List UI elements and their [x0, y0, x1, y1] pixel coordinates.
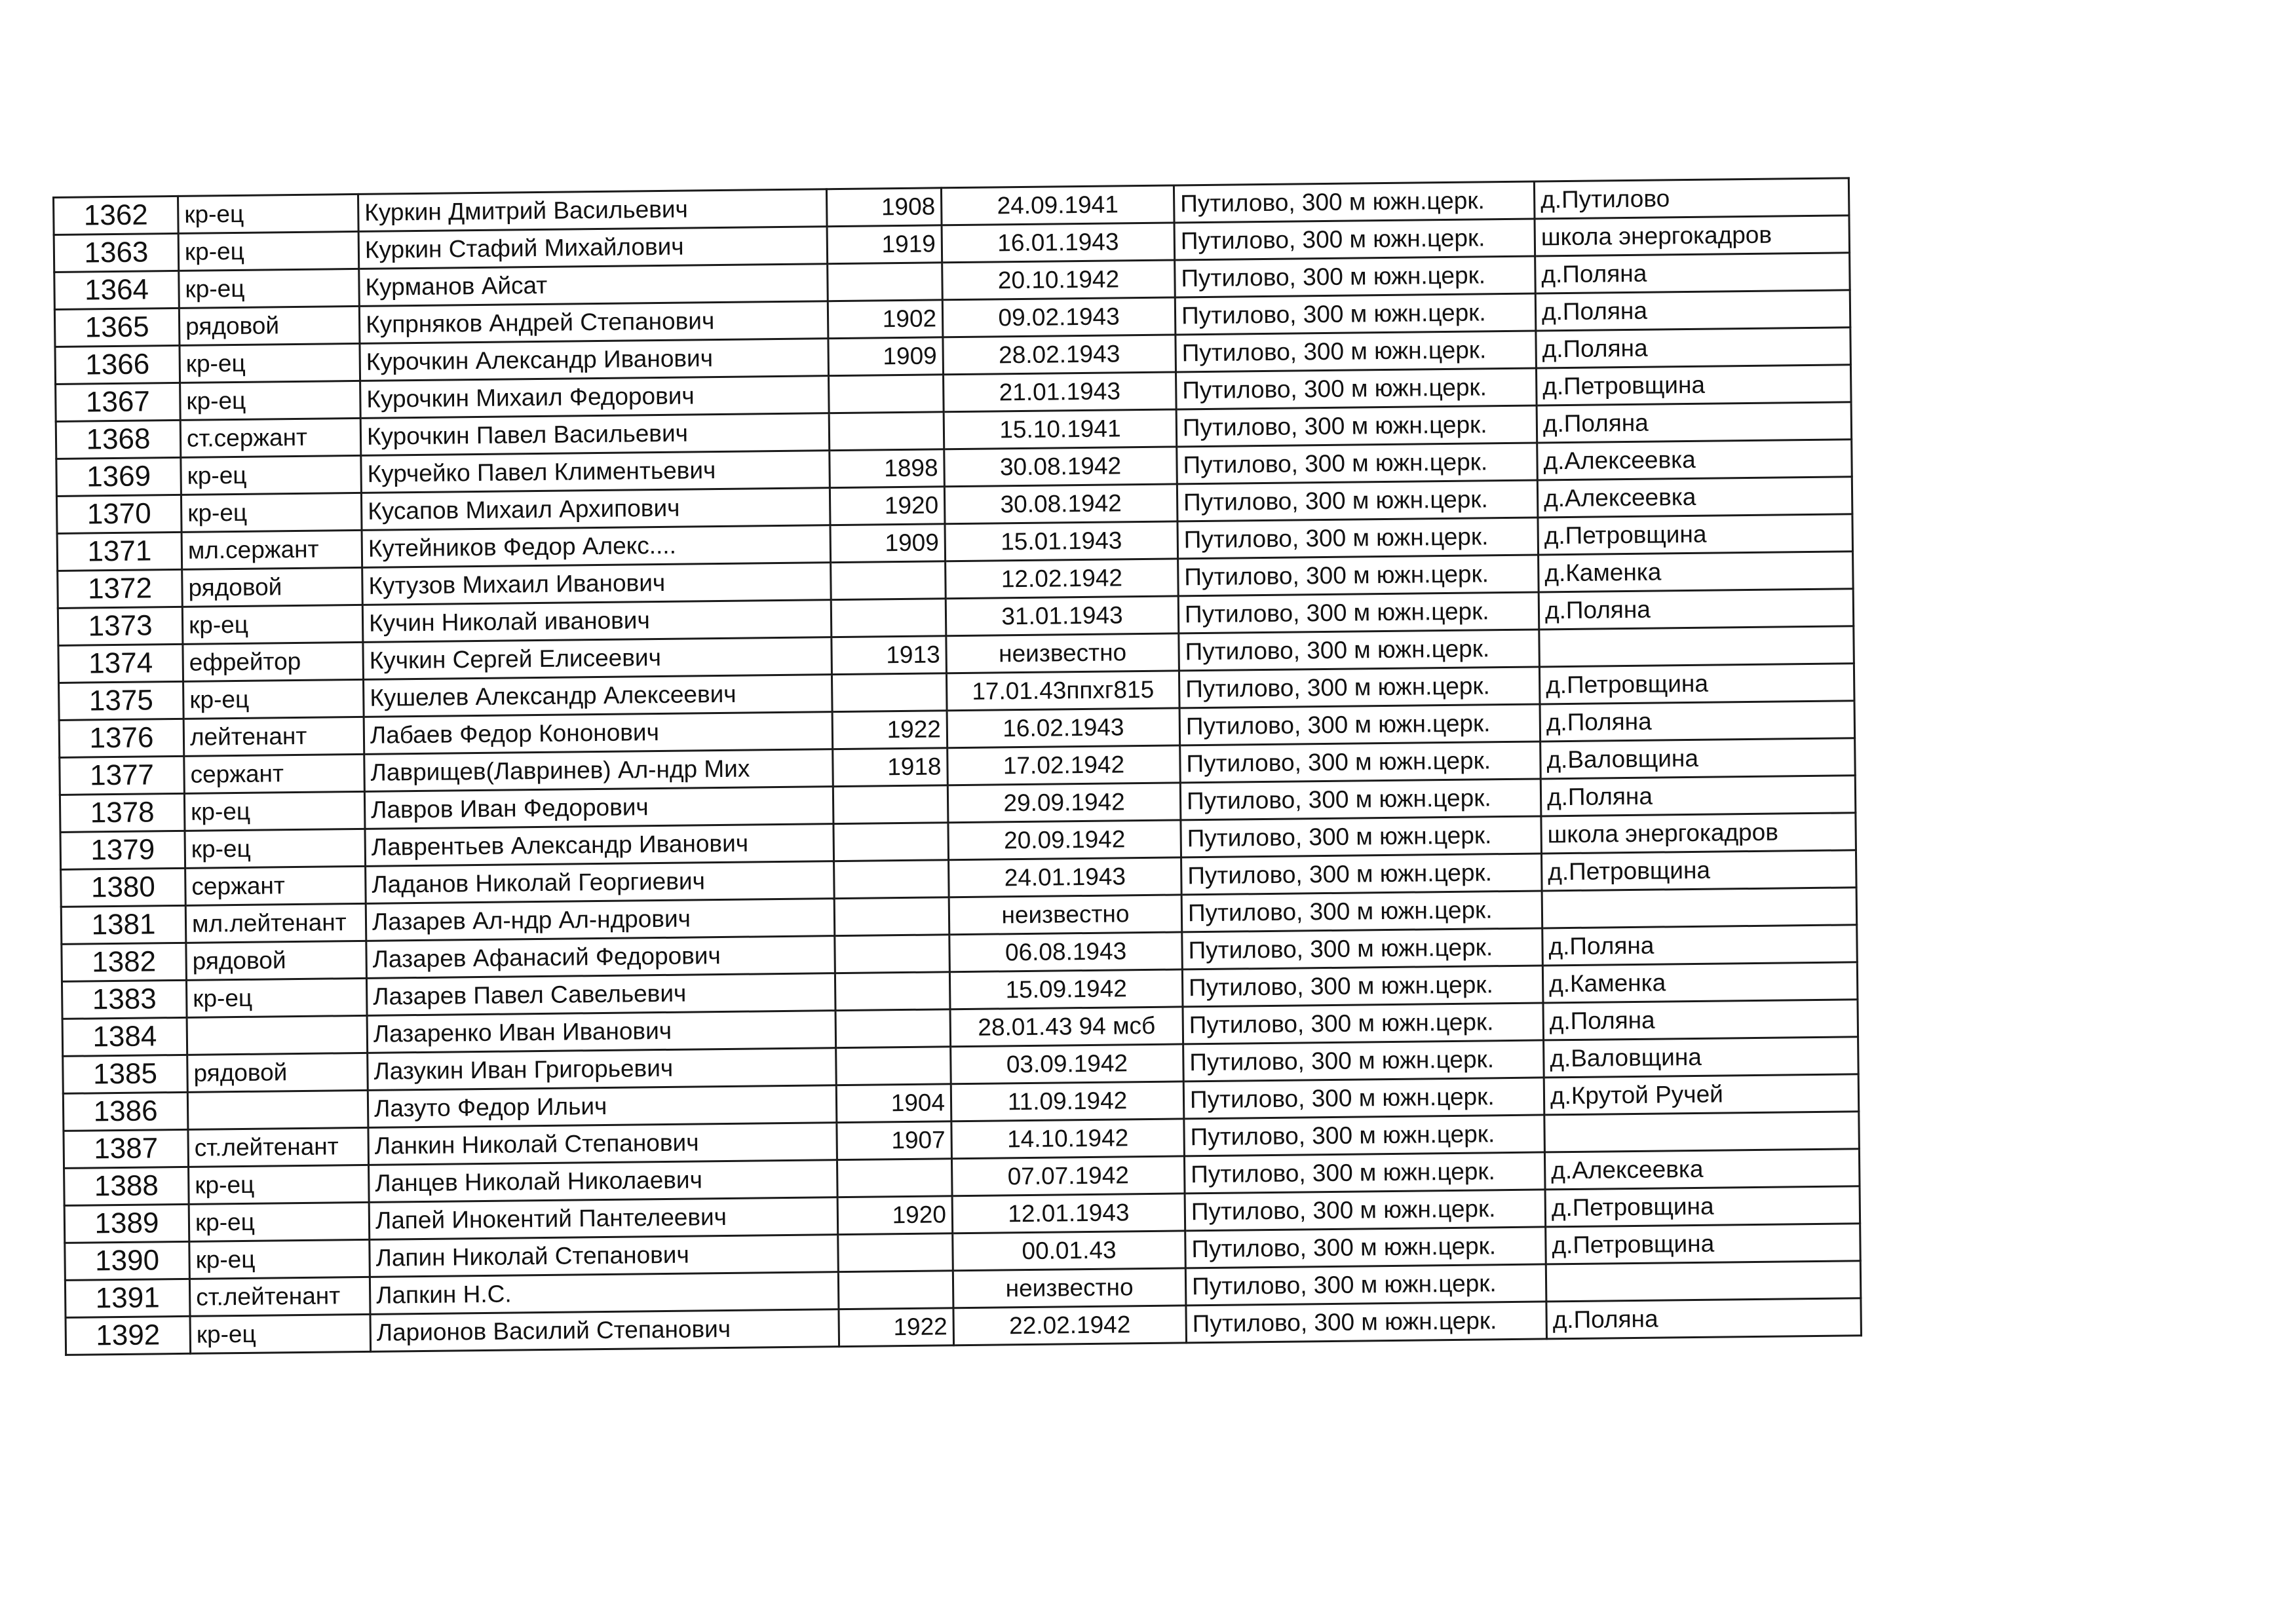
birth-year-cell — [835, 972, 950, 1011]
death-date-cell: 17.02.1942 — [947, 745, 1181, 785]
burial-place-cell: Путилово, 300 м южн.церк. — [1184, 1115, 1545, 1156]
death-date-cell: неизвестно — [949, 895, 1182, 935]
birth-year-cell — [837, 1159, 952, 1197]
burial-place-cell: Путилово, 300 м южн.церк. — [1182, 966, 1543, 1007]
birth-year-cell — [831, 561, 946, 600]
death-date-cell: неизвестно — [946, 633, 1179, 673]
death-date-cell: 22.02.1942 — [953, 1306, 1187, 1345]
military-rank-cell: кр-ец — [180, 381, 361, 420]
full-name-cell: Ланцев Николай Николаевич — [369, 1160, 838, 1203]
birth-year-cell — [836, 1047, 951, 1085]
military-rank-cell: кр-ец — [181, 493, 362, 532]
death-date-cell: 17.01.43ппхг815 — [946, 671, 1179, 711]
full-name-cell: Курчейко Павел Климентьевич — [361, 451, 830, 493]
original-burial-location-cell: д.Поляна — [1546, 1298, 1862, 1339]
burial-place-cell: Путилово, 300 м южн.церк. — [1179, 630, 1540, 671]
record-number-cell: 1392 — [66, 1316, 191, 1355]
burial-place-cell: Путилово, 300 м южн.церк. — [1174, 181, 1535, 223]
burial-place-cell: Путилово, 300 м южн.церк. — [1185, 1264, 1546, 1306]
death-date-cell: 06.08.1943 — [949, 932, 1183, 972]
birth-year-cell: 1920 — [830, 487, 945, 525]
record-number-cell: 1378 — [60, 793, 185, 832]
military-rank-cell: рядовой — [187, 1053, 368, 1092]
original-burial-location-cell: д.Поляна — [1543, 1000, 1858, 1040]
death-date-cell: 15.09.1942 — [949, 969, 1183, 1009]
death-date-cell: 12.01.1943 — [952, 1194, 1185, 1233]
death-date-cell: 21.01.1943 — [944, 372, 1177, 412]
burial-place-cell: Путилово, 300 м южн.церк. — [1176, 368, 1537, 409]
birth-year-cell — [829, 412, 944, 451]
burial-place-cell: Путилово, 300 м южн.церк. — [1183, 1078, 1544, 1119]
full-name-cell: Кутейников Федор Алекс.... — [362, 525, 831, 568]
birth-year-cell — [833, 823, 949, 861]
record-number-cell: 1386 — [63, 1092, 188, 1131]
birth-year-cell: 1907 — [837, 1121, 952, 1160]
original-burial-location-cell: д.Поляна — [1536, 328, 1851, 368]
burial-place-cell: Путилово, 300 м южн.церк. — [1174, 219, 1535, 260]
original-burial-location-cell: д.Петровщина — [1539, 664, 1854, 704]
military-rank-cell: кр-ец — [179, 269, 360, 308]
burial-place-cell: Путилово, 300 м южн.церк. — [1184, 1152, 1545, 1194]
birth-year-cell: 1908 — [826, 188, 942, 227]
burial-list-sheet — [52, 177, 1860, 1356]
death-date-cell: 28.02.1943 — [943, 335, 1176, 375]
military-rank-cell: кр-ец — [180, 343, 360, 383]
burial-place-cell: Путилово, 300 м южн.церк. — [1177, 480, 1538, 521]
original-burial-location-cell: д.Путилово — [1534, 178, 1849, 219]
death-date-cell: 24.09.1941 — [941, 185, 1174, 225]
burial-place-cell: Путилово, 300 м южн.церк. — [1178, 592, 1539, 633]
full-name-cell: Ланкин Николай Степанович — [368, 1123, 837, 1165]
military-rank-cell: ст.лейтенант — [189, 1277, 370, 1316]
record-number-cell: 1389 — [64, 1204, 189, 1243]
birth-year-cell: 1904 — [836, 1084, 951, 1123]
full-name-cell: Лапкин Н.С. — [370, 1272, 839, 1315]
full-name-cell: Куркин Стафий Михайлович — [358, 227, 828, 269]
burial-place-cell: Путилово, 300 м южн.церк. — [1185, 1190, 1546, 1231]
original-burial-location-cell: д.Поляна — [1540, 701, 1855, 742]
death-date-cell: 28.01.43 94 мсб — [950, 1007, 1183, 1047]
death-date-cell: 24.01.1943 — [949, 857, 1182, 897]
birth-year-cell — [838, 1233, 953, 1272]
original-burial-location-cell: д.Поляна — [1540, 776, 1856, 816]
burial-place-cell: Путилово, 300 м южн.церк. — [1186, 1302, 1547, 1343]
record-number-cell: 1381 — [61, 905, 186, 944]
military-rank-cell: рядовой — [182, 567, 363, 607]
birth-year-cell: 1920 — [837, 1196, 953, 1235]
military-rank-cell: кр-ец — [182, 605, 363, 644]
original-burial-location-cell: д.Валовщина — [1544, 1037, 1859, 1078]
record-number-cell: 1371 — [57, 532, 182, 571]
burial-place-cell: Путилово, 300 м южн.церк. — [1185, 1227, 1546, 1268]
birth-year-cell: 1913 — [832, 636, 947, 675]
burial-place-cell: Путилово, 300 м южн.церк. — [1181, 816, 1542, 857]
military-rank-cell: сержант — [185, 866, 366, 905]
birth-year-cell: 1919 — [827, 225, 942, 264]
full-name-cell: Курочкин Александр Иванович — [360, 339, 829, 381]
military-rank-cell — [187, 1090, 368, 1129]
death-date-cell: неизвестно — [953, 1268, 1186, 1308]
record-number-cell: 1365 — [54, 308, 180, 347]
original-burial-location-cell: д.Петровщина — [1541, 850, 1856, 891]
birth-year-cell: 1898 — [830, 449, 945, 488]
death-date-cell: 31.01.1943 — [946, 596, 1179, 636]
military-rank-cell: кр-ец — [183, 679, 364, 719]
burial-place-cell: Путилово, 300 м южн.церк. — [1183, 1040, 1544, 1082]
original-burial-location-cell: д.Поляна — [1542, 925, 1858, 966]
burial-place-cell: Путилово, 300 м южн.церк. — [1183, 1003, 1544, 1044]
full-name-cell: Курочкин Павел Васильевич — [360, 413, 830, 456]
burial-place-cell: Путилово, 300 м южн.церк. — [1180, 779, 1541, 820]
military-rank-cell: мл.сержант — [182, 530, 362, 569]
record-number-cell: 1363 — [54, 233, 179, 272]
original-burial-location-cell: д.Петровщина — [1546, 1224, 1861, 1264]
full-name-cell: Лазукин Иван Григорьевич — [368, 1048, 837, 1091]
burial-place-cell: Путилово, 300 м южн.церк. — [1175, 293, 1536, 335]
death-date-cell: 20.10.1942 — [942, 260, 1176, 300]
full-name-cell: Кушелев Александр Алексеевич — [364, 675, 833, 717]
burial-place-cell: Путилово, 300 м южн.церк. — [1175, 256, 1536, 297]
birth-year-cell — [828, 263, 943, 301]
record-number-cell: 1391 — [65, 1279, 190, 1317]
military-rank-cell: кр-ец — [181, 455, 362, 495]
record-number-cell: 1387 — [64, 1129, 189, 1168]
original-burial-location-cell: д.Каменка — [1542, 962, 1858, 1003]
record-number-cell: 1379 — [60, 831, 185, 869]
birth-year-cell: 1902 — [828, 300, 943, 339]
record-number-cell: 1385 — [63, 1055, 188, 1093]
birth-year-cell — [835, 935, 950, 973]
record-number-cell: 1366 — [55, 345, 180, 384]
death-date-cell: 30.08.1942 — [944, 484, 1177, 524]
death-date-cell: 15.01.1943 — [945, 521, 1178, 561]
full-name-cell: Куркин Дмитрий Васильевич — [358, 189, 827, 232]
record-number-cell: 1377 — [60, 756, 185, 795]
burial-place-cell: Путилово, 300 м южн.церк. — [1176, 405, 1537, 447]
full-name-cell: Лапин Николай Степанович — [370, 1235, 839, 1277]
full-name-cell: Лазарев Афанасий Федорович — [366, 936, 835, 979]
original-burial-location-cell: д.Поляна — [1537, 402, 1852, 443]
death-date-cell: 16.01.1943 — [942, 223, 1175, 263]
birth-year-cell — [834, 897, 949, 936]
record-number-cell: 1390 — [65, 1241, 190, 1280]
original-burial-location-cell: д.Петровщина — [1545, 1186, 1860, 1227]
original-burial-location-cell: д.Петровщина — [1536, 365, 1851, 405]
original-burial-location-cell: д.Поляна — [1539, 589, 1854, 630]
burial-place-cell: Путилово, 300 м южн.церк. — [1179, 704, 1540, 745]
military-rank-cell: кр-ец — [178, 231, 359, 271]
record-number-cell: 1370 — [56, 495, 182, 533]
full-name-cell: Курманов Айсат — [359, 264, 828, 307]
full-name-cell: Лазаренко Иван Иванович — [367, 1011, 836, 1053]
record-number-cell: 1372 — [58, 569, 183, 608]
military-rank-cell: кр-ец — [190, 1314, 371, 1353]
original-burial-location-cell — [1542, 888, 1857, 928]
military-rank-cell: кр-ец — [178, 194, 359, 233]
table-body — [54, 178, 1862, 1355]
military-rank-cell: кр-ец — [189, 1239, 370, 1279]
birth-year-cell: 1918 — [833, 748, 948, 787]
burial-place-cell: Путилово, 300 м южн.церк. — [1181, 854, 1542, 895]
record-number-cell: 1376 — [59, 719, 184, 757]
military-rank-cell: кр-ец — [184, 791, 365, 831]
full-name-cell: Курочкин Михаил Федорович — [360, 376, 830, 419]
burial-place-cell: Путилово, 300 м южн.церк. — [1177, 443, 1538, 484]
original-burial-location-cell: д.Алексеевка — [1537, 440, 1852, 480]
full-name-cell: Лавров Иван Федорович — [364, 787, 833, 829]
military-rank-cell: рядовой — [186, 941, 367, 980]
full-name-cell: Кусапов Михаил Архипович — [361, 488, 830, 531]
full-name-cell: Лазарев Ал-ндр Ал-ндрович — [366, 899, 835, 941]
death-date-cell: 11.09.1942 — [951, 1082, 1184, 1121]
military-rank-cell: кр-ец — [189, 1165, 370, 1204]
full-name-cell: Лазуто Федор Ильич — [368, 1085, 837, 1128]
original-burial-location-cell — [1539, 626, 1854, 667]
original-burial-location-cell: д.Поляна — [1535, 253, 1850, 293]
full-name-cell: Ларионов Василий Степанович — [370, 1309, 839, 1352]
original-burial-location-cell: д.Петровщина — [1538, 514, 1853, 555]
record-number-cell: 1373 — [58, 607, 183, 645]
military-rank-cell: сержант — [184, 754, 365, 793]
burial-place-cell: Путилово, 300 м южн.церк. — [1177, 517, 1539, 559]
military-rank-cell: ст.сержант — [180, 418, 361, 457]
death-date-cell: 00.01.43 — [953, 1231, 1186, 1271]
birth-year-cell — [831, 599, 946, 637]
full-name-cell: Лазарев Павел Савельевич — [366, 973, 835, 1016]
birth-year-cell: 1909 — [830, 524, 946, 563]
original-burial-location-cell: школа энергокадров — [1535, 216, 1850, 256]
full-name-cell: Лабаев Федор Кононович — [364, 712, 833, 755]
military-rank-cell: кр-ец — [189, 1202, 370, 1241]
death-date-cell: 15.10.1941 — [944, 409, 1177, 449]
record-number-cell: 1388 — [64, 1167, 189, 1205]
record-number-cell: 1382 — [62, 943, 187, 981]
full-name-cell: Ладанов Николай Георгиевич — [366, 861, 835, 904]
military-rank-cell: ефрейтор — [183, 642, 364, 681]
birth-year-cell — [829, 375, 944, 413]
burial-list-table — [52, 177, 1862, 1356]
death-date-cell: 09.02.1943 — [942, 297, 1176, 337]
burial-place-cell: Путилово, 300 м южн.церк. — [1181, 891, 1542, 932]
full-name-cell: Лапей Инокентий Пантелеевич — [369, 1197, 838, 1240]
original-burial-location-cell: д.Алексеевка — [1537, 477, 1852, 517]
original-burial-location-cell — [1544, 1112, 1860, 1152]
full-name-cell: Кучкин Сергей Елисеевич — [363, 637, 832, 680]
burial-place-cell: Путилово, 300 м южн.церк. — [1178, 555, 1539, 596]
birth-year-cell — [838, 1271, 953, 1309]
military-rank-cell: рядовой — [179, 306, 360, 345]
death-date-cell: 16.02.1943 — [947, 708, 1180, 748]
full-name-cell: Кучин Николай иванович — [362, 600, 832, 643]
military-rank-cell: лейтенант — [183, 717, 364, 756]
original-burial-location-cell: школа энергокадров — [1541, 813, 1856, 854]
original-burial-location-cell — [1546, 1261, 1861, 1302]
original-burial-location-cell: д.Алексеевка — [1544, 1149, 1860, 1190]
record-number-cell: 1369 — [56, 457, 182, 496]
record-number-cell: 1367 — [56, 383, 181, 421]
military-rank-cell — [187, 1015, 368, 1055]
birth-year-cell: 1909 — [828, 337, 944, 376]
full-name-cell: Лаврищев(Лавринев) Ал-ндр Мих — [364, 749, 833, 792]
original-burial-location-cell: д.Крутой Ручей — [1544, 1074, 1859, 1115]
full-name-cell: Лаврентьев Александр Иванович — [365, 824, 834, 867]
death-date-cell: 03.09.1942 — [951, 1044, 1184, 1084]
record-number-cell: 1375 — [59, 681, 184, 720]
birth-year-cell — [834, 860, 949, 899]
birth-year-cell: 1922 — [832, 711, 947, 749]
record-number-cell: 1383 — [62, 980, 187, 1019]
record-number-cell: 1362 — [54, 196, 179, 235]
record-number-cell: 1374 — [58, 644, 183, 683]
record-number-cell: 1364 — [54, 271, 180, 309]
burial-place-cell: Путилово, 300 м южн.церк. — [1180, 742, 1541, 783]
death-date-cell: 07.07.1942 — [951, 1156, 1185, 1196]
record-number-cell: 1384 — [62, 1017, 187, 1056]
full-name-cell: Кутузов Михаил Иванович — [362, 563, 832, 605]
birth-year-cell — [835, 1009, 951, 1048]
death-date-cell: 29.09.1942 — [947, 783, 1181, 823]
military-rank-cell: мл.лейтенант — [185, 903, 366, 943]
military-rank-cell: кр-ец — [185, 829, 366, 868]
original-burial-location-cell: д.Валовщина — [1540, 738, 1856, 779]
death-date-cell: 14.10.1942 — [951, 1119, 1185, 1159]
death-date-cell: 20.09.1942 — [948, 820, 1181, 860]
original-burial-location-cell: д.Поляна — [1535, 290, 1850, 331]
burial-place-cell: Путилово, 300 м южн.церк. — [1176, 331, 1537, 372]
burial-place-cell: Путилово, 300 м южн.церк. — [1179, 667, 1540, 708]
military-rank-cell: ст.лейтенант — [188, 1127, 369, 1167]
military-rank-cell: кр-ец — [186, 978, 367, 1017]
death-date-cell: 12.02.1942 — [946, 559, 1179, 599]
full-name-cell: Купрняков Андрей Степанович — [359, 301, 828, 344]
death-date-cell: 30.08.1942 — [944, 447, 1177, 487]
birth-year-cell — [832, 673, 947, 712]
record-number-cell: 1368 — [56, 420, 181, 459]
birth-year-cell: 1922 — [839, 1308, 954, 1347]
original-burial-location-cell: д.Каменка — [1539, 552, 1854, 592]
birth-year-cell — [833, 785, 948, 824]
burial-place-cell: Путилово, 300 м южн.церк. — [1182, 928, 1543, 969]
record-number-cell: 1380 — [61, 868, 186, 907]
